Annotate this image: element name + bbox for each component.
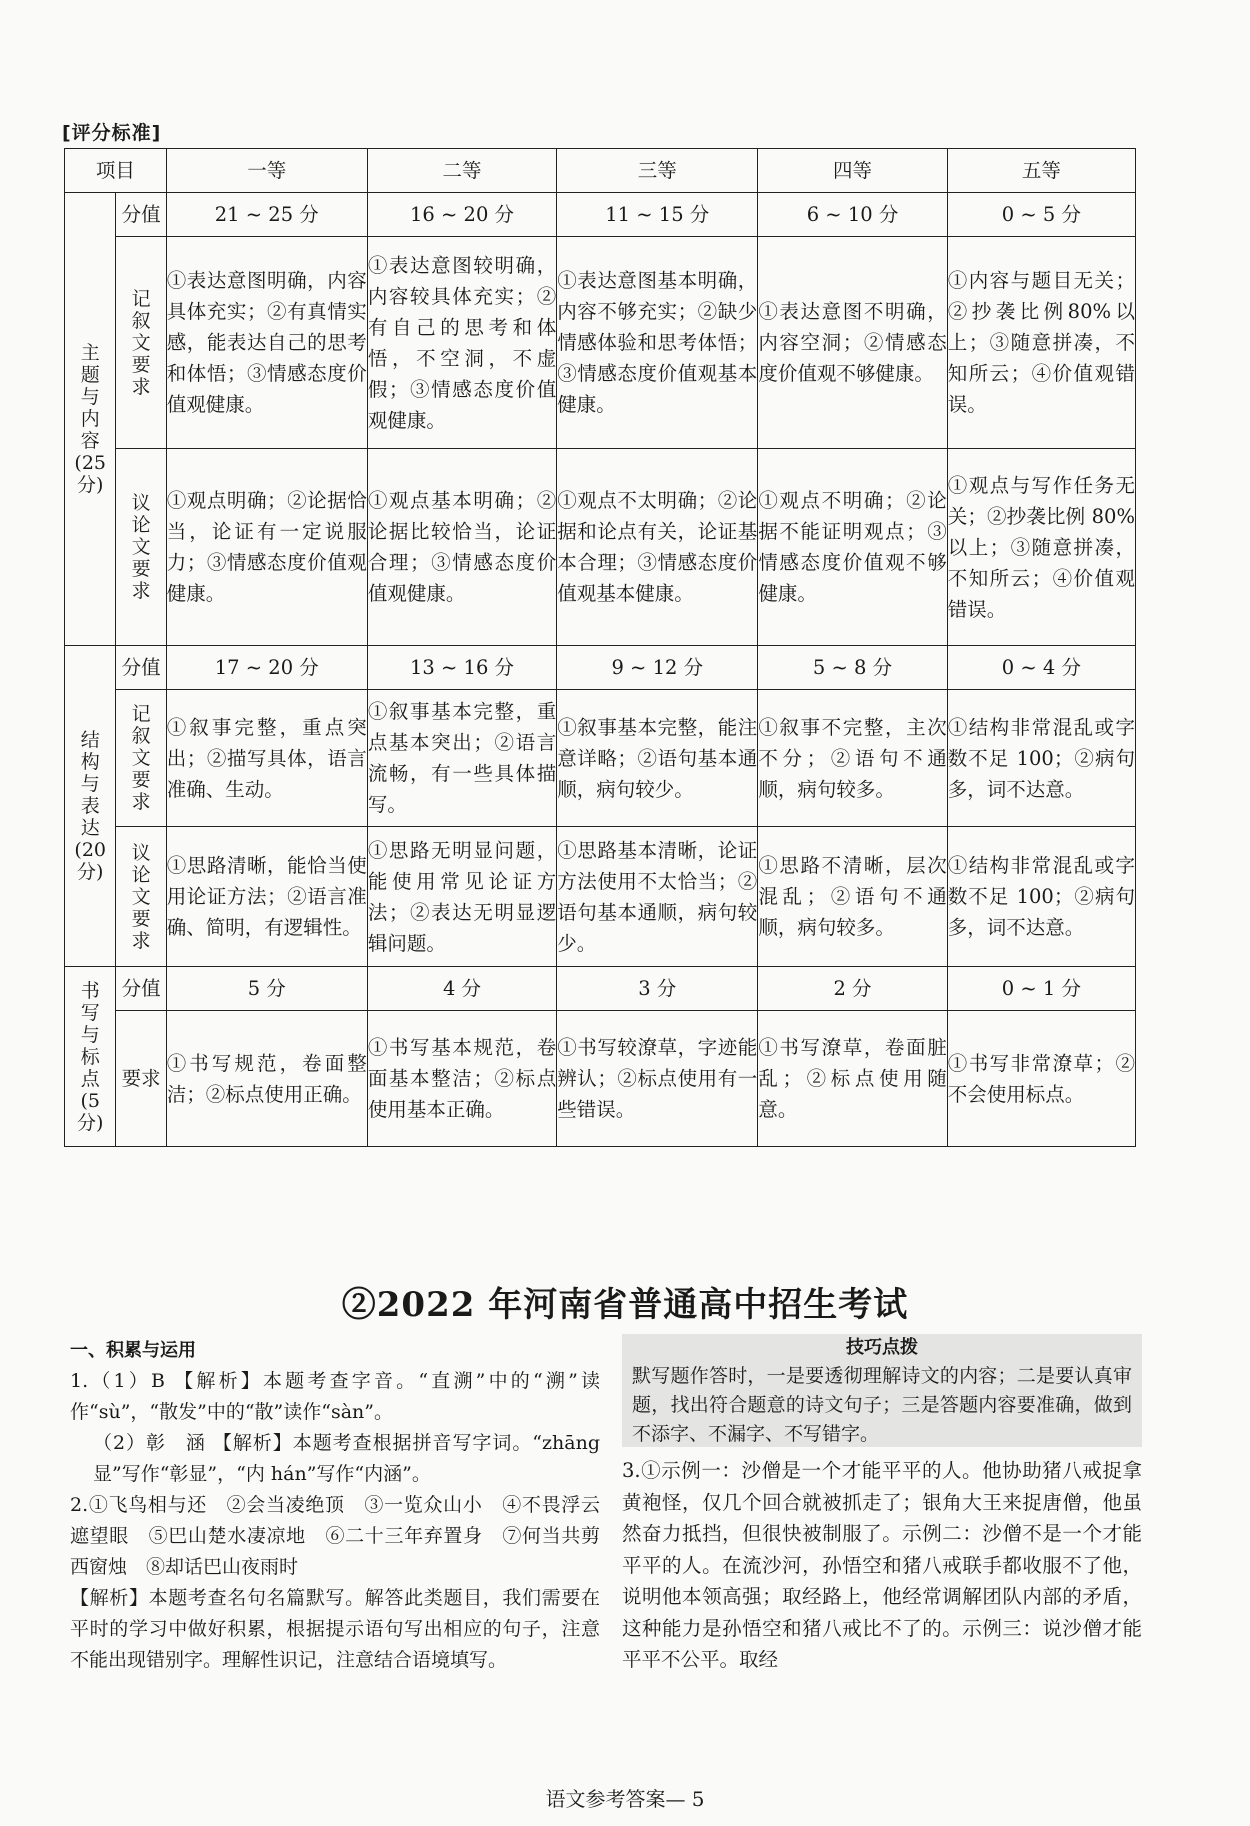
desc-cell: ①思路无明显问题，能使用常见论证方法；②表达无明显逻辑问题。 — [367, 827, 556, 967]
score-label: 分值 — [116, 193, 166, 237]
category-writing: 书 写 与 标 点 (5 分) — [65, 967, 116, 1147]
exam-title: ②2022 年河南省普通高中招生考试 — [341, 1285, 909, 1325]
desc-cell: ①观点不明确；②论据不能证明观点；③情感态度价值观不够健康。 — [758, 449, 947, 646]
answer-paragraph: 【解析】本题考查名句名篇默写。解答此类题目，我们需要在平时的学习中做好积累，根据提示语句写出相应的句子，注意不能出现错别字。理解性识记，注意结合语境填写。 — [70, 1587, 600, 1671]
score-cell: 4 分 — [367, 967, 556, 1011]
score-cell: 13 ~ 16 分 — [367, 646, 556, 690]
desc-cell: ①思路清晰，能恰当使用论证方法；②语言准确、简明，有逻辑性。 — [166, 827, 367, 967]
desc-cell: ①书写基本规范，卷面基本整洁；②标点使用基本正确。 — [367, 1011, 556, 1147]
score-label: 分值 — [116, 967, 166, 1011]
table-row — [65, 690, 1136, 827]
header-row — [65, 149, 1136, 193]
table-row — [65, 827, 1136, 967]
header-cell: 四等 — [758, 149, 947, 193]
desc-cell: ①表达意图较明确，内容较具体充实；②有自己的思考和体悟，不空洞，不虚假；③情感态度价值观健康。 — [367, 237, 556, 449]
table-row — [65, 237, 1136, 449]
score-cell: 16 ~ 20 分 — [367, 193, 556, 237]
score-row — [65, 193, 1136, 237]
desc-cell: ①叙事不完整，主次不分；②语句不通顺，病句较多。 — [758, 690, 947, 827]
section-label: [评分标准] — [62, 122, 162, 144]
header-cell: 一等 — [166, 149, 367, 193]
answer-paragraph: 2.①飞鸟相与还 ②会当凌绝顶 ③一览众山小 ④不畏浮云遮望眼 ⑤巴山楚水凄凉地 ⑥二十三年弃置身 ⑦何当共剪西窗烛 ⑧却话巴山夜雨时 — [70, 1494, 600, 1578]
page-footer: 语文参考答案— 5 — [545, 1787, 705, 1811]
section-heading: 一、积累与运用 — [70, 1340, 196, 1361]
sub-label-argument: 议 论 文 要 求 — [116, 449, 166, 646]
desc-cell: ①思路不清晰，层次混乱；②语句不通顺，病句较多。 — [758, 827, 947, 967]
desc-cell: ①叙事完整，重点突出；②描写具体，语言准确、生动。 — [166, 690, 367, 827]
tip-box — [622, 1334, 1142, 1447]
answer-paragraph: 1.（1）B 【解析】本题考查字音。“直溯”中的“溯”读作“sù”，“散发”中的“散”读作“sàn”。 — [70, 1370, 600, 1423]
req-label: 要求 — [116, 1011, 166, 1147]
header-cell: 三等 — [557, 149, 758, 193]
score-cell: 0 ~ 4 分 — [947, 646, 1135, 690]
desc-cell: ①书写较潦草，字迹能辨认；②标点使用有一些错误。 — [557, 1011, 758, 1147]
desc-cell: ①思路基本清晰，论证方法使用不太恰当；②语句基本通顺，病句较少。 — [557, 827, 758, 967]
score-cell: 11 ~ 15 分 — [557, 193, 758, 237]
score-cell: 2 分 — [758, 967, 947, 1011]
score-row — [65, 967, 1136, 1011]
desc-cell: ①书写潦草，卷面脏乱；②标点使用随意。 — [758, 1011, 947, 1147]
desc-cell: ①表达意图明确，内容具体充实；②有真情实感，能表达自己的思考和体悟；③情感态度价值观健康。 — [166, 237, 367, 449]
answer-paragraph: （2）彰 涵 【解析】本题考查根据拼音写字词。“zhāng 显”写作“彰显”，“内 hán”写作“内涵”。 — [93, 1432, 600, 1485]
sub-label-narrative: 记 叙 文 要 求 — [116, 237, 166, 449]
sub-label-argument: 议 论 文 要 求 — [116, 827, 166, 967]
table-row — [65, 449, 1136, 646]
category-content: 主 题 与 内 容 (25 分) — [65, 193, 116, 646]
desc-cell: ①书写非常潦草；②不会使用标点。 — [947, 1011, 1135, 1147]
desc-cell: ①观点基本明确；②论据比较恰当，论证合理；③情感态度价值观健康。 — [367, 449, 556, 646]
score-row — [65, 646, 1136, 690]
desc-cell: ①表达意图基本明确，内容不够充实；②缺少情感体验和思考体悟；③情感态度价值观基本健康。 — [557, 237, 758, 449]
table-row — [65, 1011, 1136, 1147]
answer-left-column — [70, 1335, 600, 1676]
desc-cell: ①结构非常混乱或字数不足 100；②病句多，词不达意。 — [947, 827, 1135, 967]
score-cell: 21 ~ 25 分 — [166, 193, 367, 237]
desc-cell: ①内容与题目无关；②抄袭比例80%以上；③随意拼凑，不知所云；④价值观错误。 — [947, 237, 1135, 449]
answer-right-column: 3.①示例一：沙僧是一个才能平平的人。他协助猪八戒捉拿黄袍怪，仅几个回合就被抓走了；银角大王来捉唐僧，他虽然奋力抵挡，但很快被制服了。示例二：沙僧不是一个才能平平的人。在流沙河，孙悟空和猪八戒联手都收服不了他，说明他本领高强；取经路上，他经常调解团队内部的矛盾，这种能力是孙悟空和猪八戒比不了的。示例三：说沙僧才能平平不公平。取经 — [622, 1459, 1142, 1671]
header-cell: 五等 — [947, 149, 1135, 193]
score-cell: 5 分 — [166, 967, 367, 1011]
score-label: 分值 — [116, 646, 166, 690]
header-cell: 项目 — [65, 149, 167, 193]
score-cell: 0 ~ 5 分 — [947, 193, 1135, 237]
score-cell: 5 ~ 8 分 — [758, 646, 947, 690]
desc-cell: ①观点与写作任务无关；②抄袭比例 80% 以上；③随意拼凑，不知所云；④价值观错误。 — [947, 449, 1135, 646]
rubric-table — [64, 148, 1136, 1147]
score-cell: 3 分 — [557, 967, 758, 1011]
desc-cell: ①表达意图不明确，内容空洞；②情感态度价值观不够健康。 — [758, 237, 947, 449]
tip-body: 默写题作答时，一是要透彻理解诗文的内容；二是要认真审题，找出符合题意的诗文句子；三是答题内容要准确，做到不添字、不漏字、不写错字。 — [632, 1365, 1132, 1445]
desc-cell: ①叙事基本完整，重点基本突出；②语言流畅，有一些具体描写。 — [367, 690, 556, 827]
score-cell: 0 ~ 1 分 — [947, 967, 1135, 1011]
score-cell: 6 ~ 10 分 — [758, 193, 947, 237]
score-cell: 17 ~ 20 分 — [166, 646, 367, 690]
desc-cell: ①观点明确；②论据恰当，论证有一定说服力；③情感态度价值观健康。 — [166, 449, 367, 646]
tip-title: 技巧点拨 — [846, 1337, 918, 1358]
sub-label-narrative: 记 叙 文 要 求 — [116, 690, 166, 827]
category-structure: 结 构 与 表 达 (20 分) — [65, 646, 116, 967]
header-cell: 二等 — [367, 149, 556, 193]
desc-cell: ①结构非常混乱或字数不足 100；②病句多，词不达意。 — [947, 690, 1135, 827]
desc-cell: ①叙事基本完整，能注意详略；②语句基本通顺，病句较少。 — [557, 690, 758, 827]
desc-cell: ①观点不太明确；②论据和论点有关，论证基本合理；③情感态度价值观基本健康。 — [557, 449, 758, 646]
score-cell: 9 ~ 12 分 — [557, 646, 758, 690]
desc-cell: ①书写规范，卷面整洁；②标点使用正确。 — [166, 1011, 367, 1147]
